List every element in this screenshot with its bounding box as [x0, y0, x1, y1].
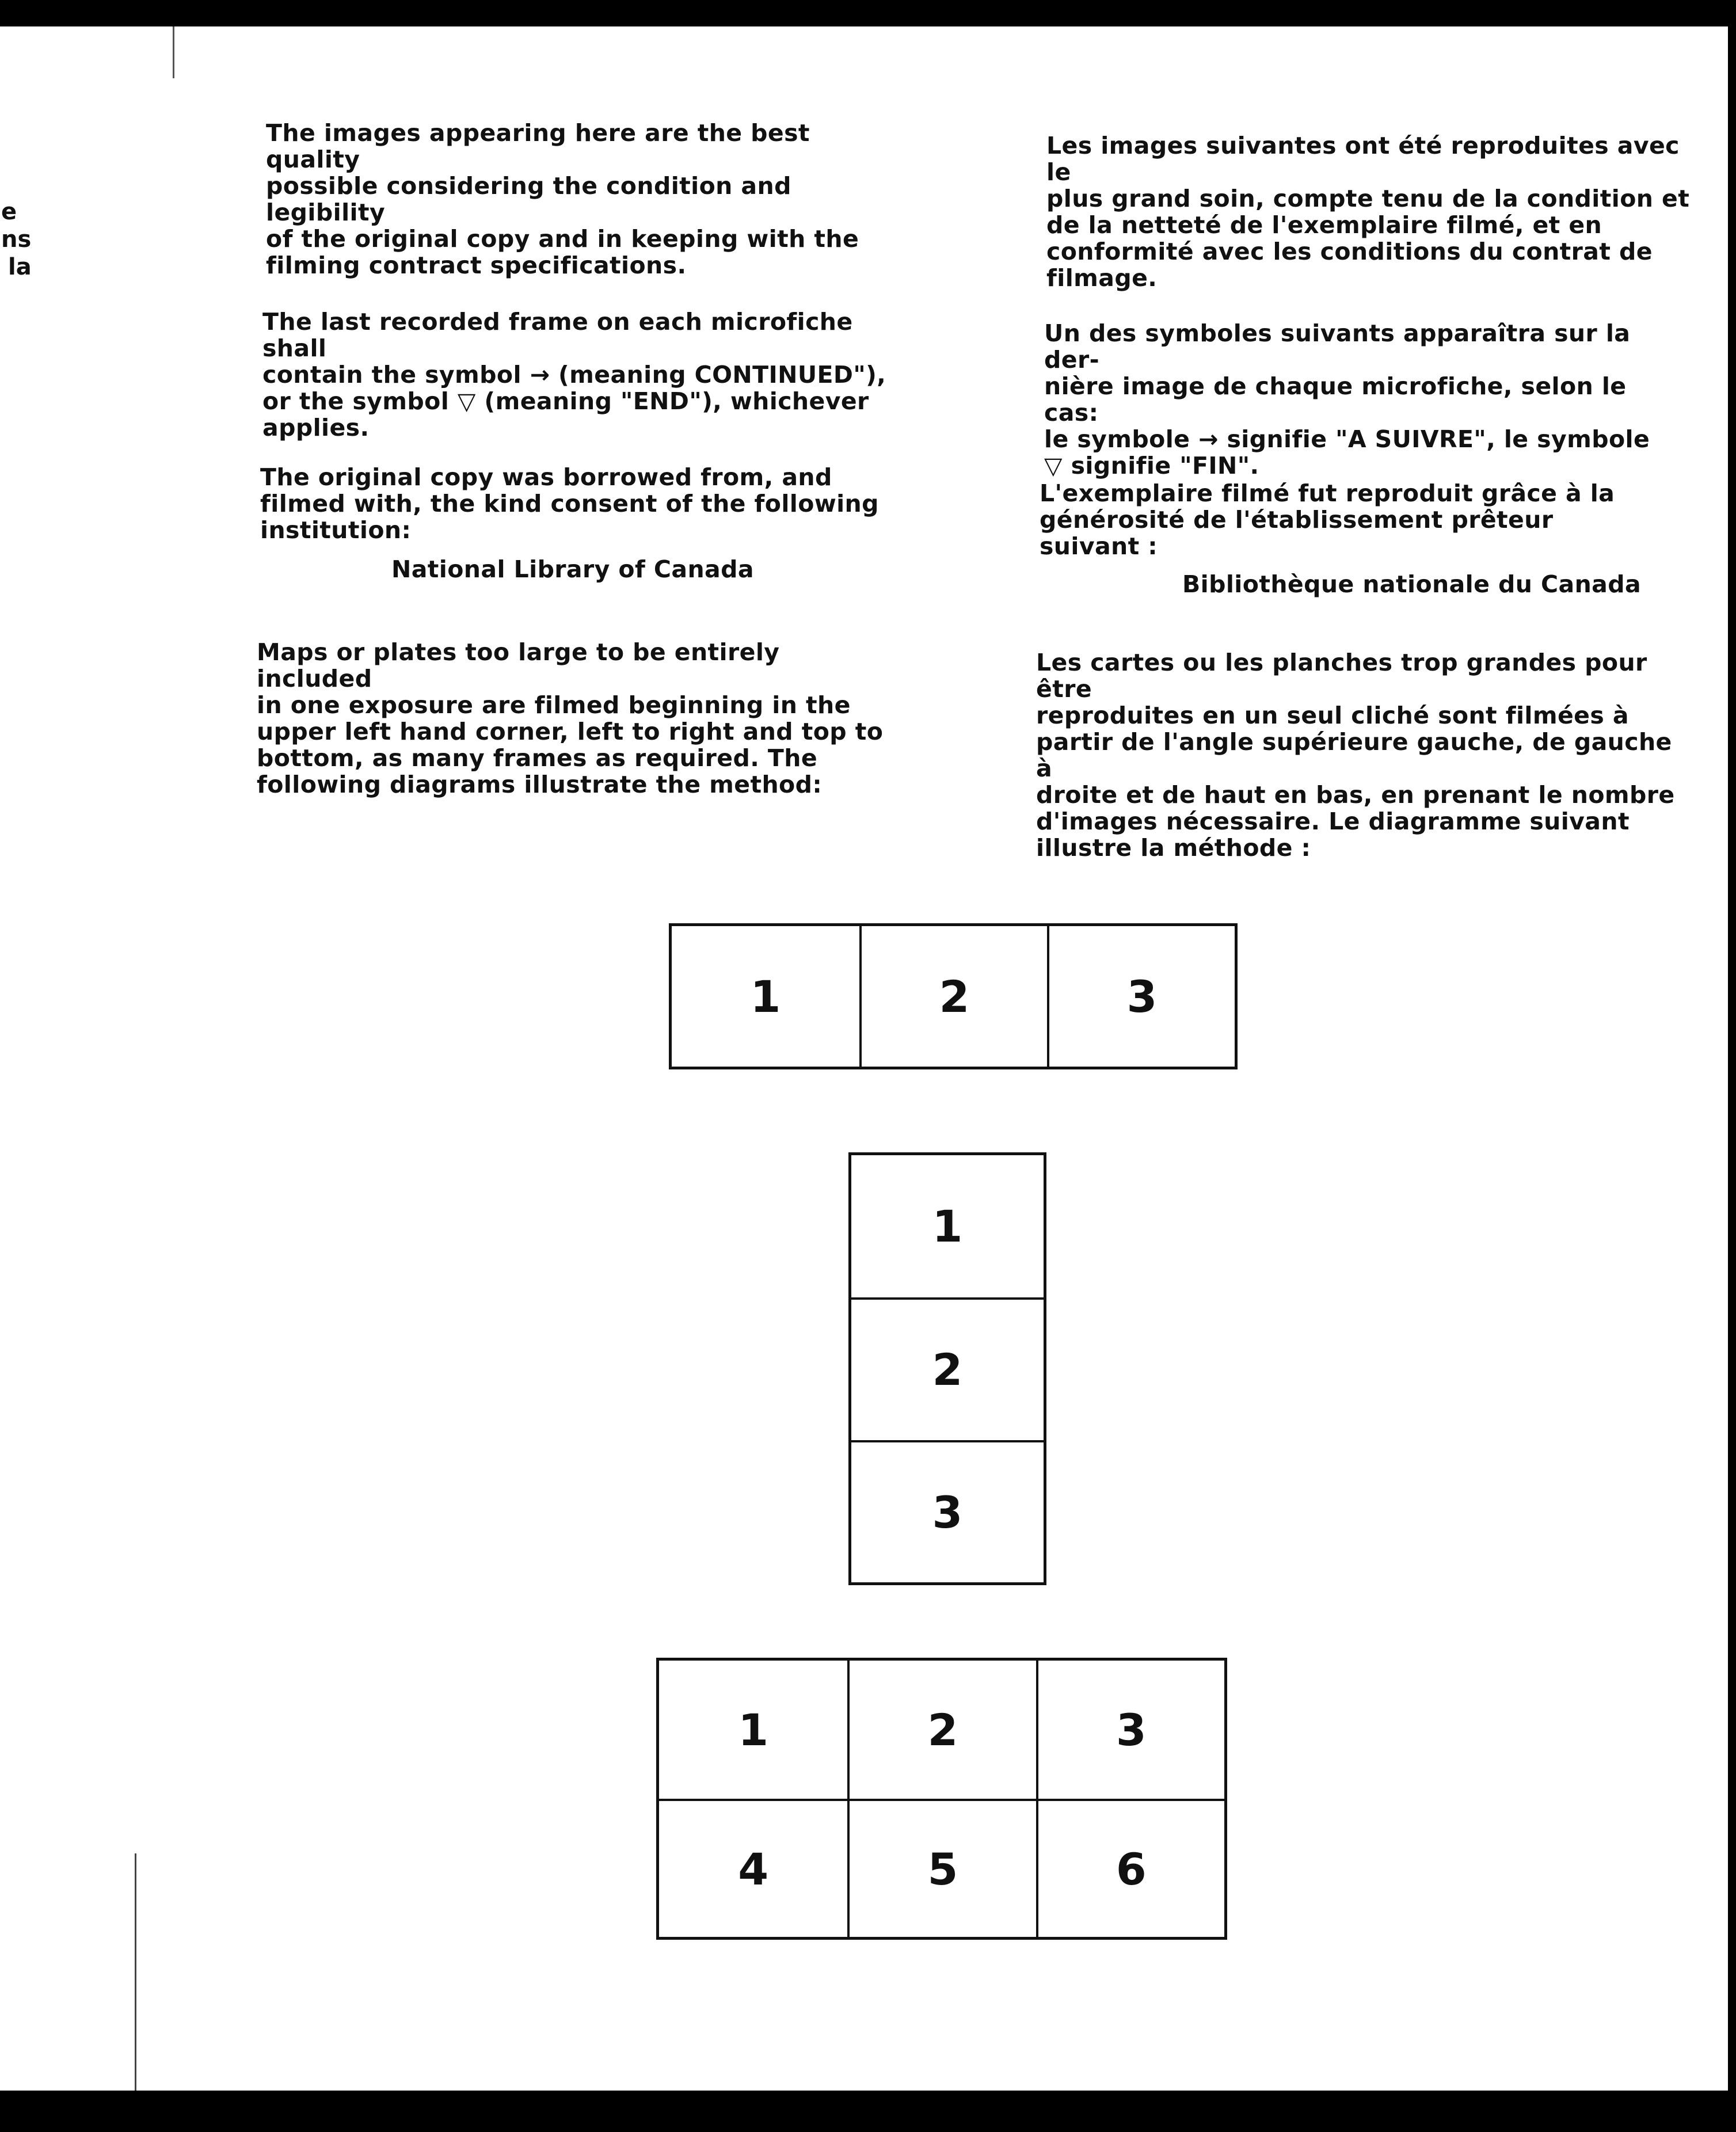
top-scan-border: [0, 0, 1736, 26]
frame-cell: 2: [859, 926, 1047, 1067]
french-maps-text: Les cartes ou les planches trop grandes pour être reproduites en un seul cliché sont filmées à partir de l'angle supérieure gauche, de gauche à droite et de haut en bas, en prenant le nombre d'images nécessaire. Le diagramme suivant illustre la méthode :: [1036, 649, 1675, 862]
frame-cell: 2: [847, 1661, 1035, 1799]
french-institution-text: L'exemplaire filmé fut reproduit grâce à la générosité de l'établissement prêteur suivant :: [1040, 479, 1615, 560]
margin-fragment-1: e: [1, 199, 17, 225]
english-paragraph-maps: [257, 639, 890, 798]
french-paragraph-institution: [1040, 480, 1684, 559]
institution-name-en: National Library of Canada: [391, 555, 754, 583]
french-paragraph-maps: [1036, 649, 1692, 861]
bottom-scan-border: [0, 2091, 1736, 2132]
frame-cell: 3: [851, 1440, 1044, 1582]
french-symbols-text: Un des symboles suivants apparaîtra sur la der- nière image de chaque microfiche, selon le cas: le symbole → signifie "A SUIVRE", le symbole ▽ signifie "FIN".: [1044, 319, 1650, 479]
frame-cell: 5: [847, 1799, 1035, 1937]
margin-fragment-2: ns: [1, 226, 32, 253]
english-maps-text: Maps or plates too large to be entirely included in one exposure are filmed beginning in the upper left hand corner, left to right and top to bottom, as many frames as required. The following diagrams illustrate the method:: [257, 638, 884, 798]
frame-cell: 6: [1036, 1799, 1224, 1937]
english-institution-name: [391, 556, 754, 583]
english-symbols-text: The last recorded frame on each microfiche shall contain the symbol → (meaning CONTINUED"), or the symbol ▽ (meaning "END"), whichever applies.: [262, 308, 886, 441]
french-paragraph-quality: [1046, 132, 1691, 291]
institution-name-fr: Bibliothèque nationale du Canada: [1182, 570, 1642, 598]
diagram-horizontal-frames: [669, 923, 1238, 1069]
frame-cell: 1: [932, 1201, 963, 1252]
left-page-margin: [0, 26, 178, 2091]
french-paragraph-symbols: [1044, 320, 1689, 479]
french-quality-text: Les images suivantes ont été reproduites avec le plus grand soin, compte tenu de la condition et de la netteté de l'exemplaire filmé, et en conformité avec les conditions du contrat de filmage.: [1046, 132, 1690, 292]
frame-cell: 4: [659, 1799, 847, 1937]
page-fold-line: [173, 26, 174, 78]
frame-cell: 1: [750, 970, 781, 1022]
english-paragraph-symbols: [262, 309, 896, 441]
page-fold-line-lower: [135, 1853, 136, 2091]
frame-cell: 1: [738, 1704, 769, 1756]
english-institution-text: The original copy was borrowed from, and filmed with, the kind consent of the following institution:: [260, 463, 879, 544]
margin-fragment-3: la: [8, 254, 32, 280]
english-paragraph-quality: [266, 120, 899, 279]
frame-cell: 3: [1036, 1661, 1224, 1799]
frame-cell: 2: [851, 1297, 1044, 1440]
english-quality-text: The images appearing here are the best quality possible considering the condition and legibility of the original copy and in keeping with the filming contract specifications.: [266, 119, 859, 279]
frame-cell: 3: [1047, 926, 1235, 1067]
diagram-grid-frames: [656, 1658, 1227, 1940]
english-paragraph-institution: [260, 464, 893, 543]
diagram-vertical-frames: [848, 1152, 1046, 1585]
right-scan-border: [1728, 26, 1736, 2091]
french-institution-name: [1182, 571, 1641, 597]
